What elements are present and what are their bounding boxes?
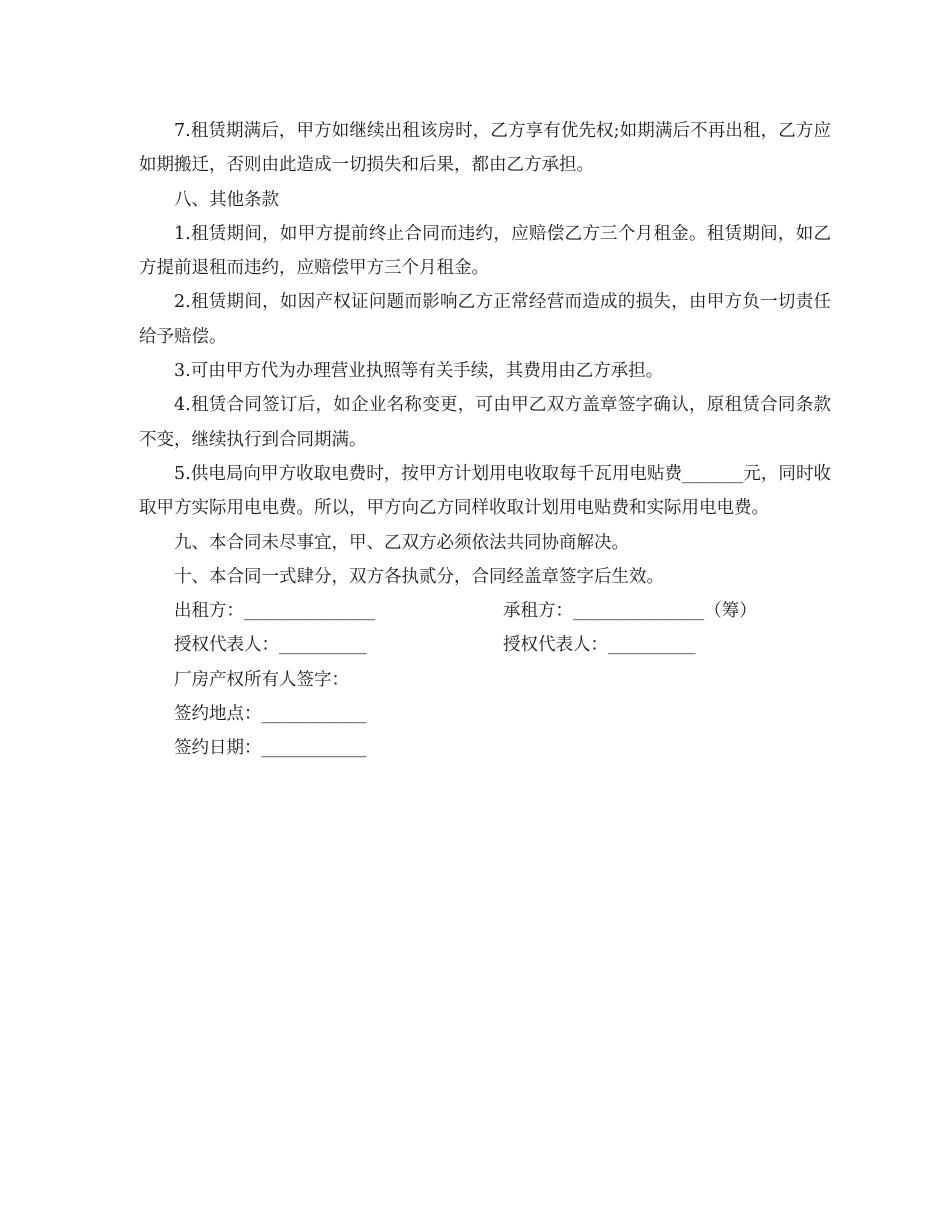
clause-8-5-electricity-fee: 5.供电局向甲方收取电费时，按甲方计划用电收取每千瓦用电贴费_______元，同时收取甲方实际用电电费。所以，甲方向乙方同样收取计划用电贴费和实际用电电费。 [139,463,831,519]
lessor-signature-line: 出租方：_______________ [174,601,376,622]
signature-row-place [139,697,831,731]
lessor-representative-line: 授权代表人：__________ [174,635,367,656]
property-owner-signature-line: 厂房产权所有人签字： [174,669,349,690]
section-9-unresolved-matters: 九、本合同未尽事宜，甲、乙双方必须依法共同协商解决。 [174,532,629,553]
signature-row-representatives [139,628,831,662]
section-10-copies-effect: 十、本合同一式肆分，双方各执贰分，合同经盖章签字后生效。 [174,566,664,587]
lessee-representative-line: 授权代表人：__________ [503,635,696,656]
signature-row-owner [139,663,831,697]
clause-7-lease-renewal: 7.租赁期满后，甲方如继续出租该房时，乙方享有优先权;如期满后不再出租，乙方应如期搬迁，否则由此造成一切损失和后果，都由乙方承担。 [139,121,831,176]
clause-8-4-name-change: 4.租赁合同签订后，如企业名称变更，可由甲乙双方盖章签字确认，原租赁合同条款不变，继续执行到合同期满。 [139,395,831,450]
clause-8-2-property-certificate: 2.租赁期间，如因产权证问题而影响乙方正常经营而造成的损失，由甲方负一切责任给予赔偿。 [139,292,831,347]
document-page [139,114,831,766]
clause-8-1-early-termination: 1.租赁期间，如甲方提前终止合同而违约，应赔偿乙方三个月租金。租赁期间，如乙方提前退租而违约，应赔偿甲方三个月租金。 [139,223,831,279]
section-8-heading: 八、其他条款 [174,189,279,210]
signature-row-date [139,731,831,765]
signature-row-parties [139,594,831,628]
clause-8-3-business-license: 3.可由甲方代为办理营业执照等有关手续，其费用由乙方承担。 [174,361,664,382]
signing-place-line: 签约地点：____________ [174,704,367,725]
lessee-signature-line: 承租方：_______________（筹） [503,601,757,622]
signing-date-line: 签约日期：____________ [174,738,367,759]
